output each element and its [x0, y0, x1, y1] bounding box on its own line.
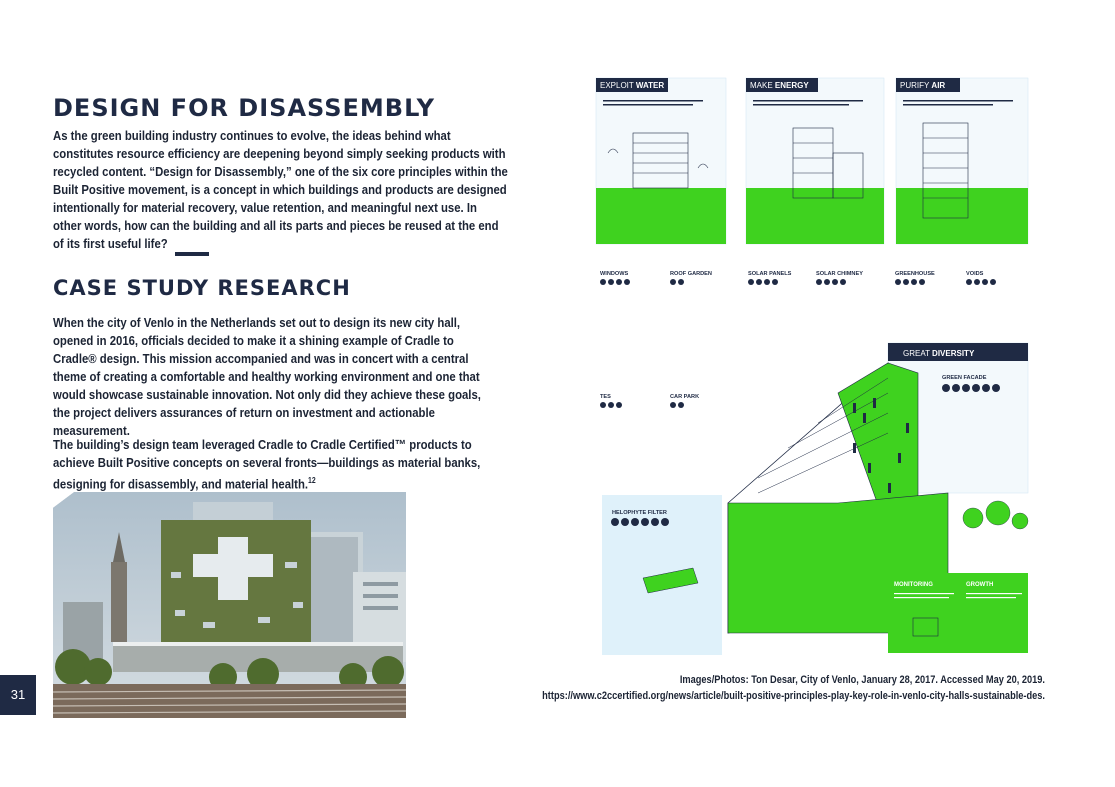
label-voids: VOIDS: [966, 271, 984, 277]
case-study-paragraph: When the city of Venlo in the Netherlands set out to design its new city hall, opened in 2016, officials decided to make it a shining example of Cradle to Cradle® design. This mission accompanied and was in concert with a central theme of creating a comfortable and healthy working environment and one that would showcase sustainable innovation. Not only did they achieve these goals, the project delivers assurances of return on investment and actionable measurement.: [53, 315, 481, 438]
svg-text:EXPLOIT WATER: [600, 81, 664, 90]
label-tes: TES: [600, 394, 611, 400]
section-title-design-for-disassembly: DESIGN FOR DISASSEMBLY: [53, 94, 436, 122]
panel-air-light: PURIFY: [900, 81, 932, 90]
panel-water-bold: WATER: [635, 81, 665, 90]
panel-monitoring-growth: [888, 573, 1028, 653]
label-greenhouse: GREENHOUSE: [895, 271, 935, 277]
venlo-city-hall-infographic: [588, 73, 1044, 663]
infographic-drawing: [588, 73, 1044, 663]
panel-make-energy: [746, 78, 884, 244]
panel-helophyte-filter: [602, 495, 722, 655]
section-divider: [175, 252, 209, 256]
intro-paragraph: As the green building industry continues to evolve, the ideas behind what constitutes resource efficiency are deepening beyond simply seeking products with recycled content. “Design for Disassembly,” one of the six core principles within the Built Positive movement, is a concept in which buildings and products are designed intentionally for material recovery, value retention, and meaningful next use. In other words, how can the building and all its parts and pieces be reused at the end of its first useful life?: [53, 128, 508, 251]
svg-text:PURIFY AIR: [900, 81, 945, 90]
page-number: 31: [0, 675, 36, 715]
panel-air-bold: AIR: [931, 81, 946, 90]
panel-diversity-bold: DIVERSITY: [932, 349, 975, 358]
label-roof-garden: ROOF GARDEN: [670, 271, 712, 277]
panel-purify-air: [896, 78, 1028, 244]
section-title-case-study: CASE STUDY RESEARCH: [53, 276, 351, 300]
svg-text:GREAT DIVERSITY: [903, 349, 975, 358]
label-windows: WINDOWS: [600, 271, 629, 277]
label-monitoring: MONITORING: [894, 582, 933, 588]
label-growth: GROWTH: [966, 582, 994, 588]
image-caption: Images/Photos: Ton Desar, City of Venlo, January 28, 2017. Accessed May 20, 2019. https://www.c2ccertified.org/news/article/built-positive-principles-play-key-role-in-venlo-city-halls-sustainable-des.: [542, 674, 1045, 702]
label-helophyte-filter: HELOPHYTE FILTER: [612, 510, 667, 516]
panel-water-light: EXPLOIT: [600, 81, 636, 90]
label-solar-panels: SOLAR PANELS: [748, 271, 792, 277]
label-green-facade: GREEN FACADE: [942, 375, 987, 381]
panel-energy-bold: ENERGY: [774, 81, 809, 90]
panel-diversity-light: GREAT: [903, 349, 933, 358]
panel-energy-light: MAKE: [750, 81, 775, 90]
label-car-park: CAR PARK: [670, 394, 700, 400]
label-solar-chimney: SOLAR CHIMNEY: [816, 271, 863, 277]
design-team-text: The building’s design team leveraged Cradle to Cradle Certified™ products to achieve Built Positive concepts on several fronts—buildings as material banks, designing for disassembly, and material health.: [53, 437, 481, 492]
panel-exploit-water: [596, 78, 726, 244]
footnote-marker: 12: [308, 476, 316, 485]
city-hall-photo-drawing: [53, 492, 406, 718]
design-team-paragraph: [53, 436, 507, 493]
svg-text:MAKE ENERGY: [750, 81, 809, 90]
city-hall-photo: [53, 492, 406, 718]
